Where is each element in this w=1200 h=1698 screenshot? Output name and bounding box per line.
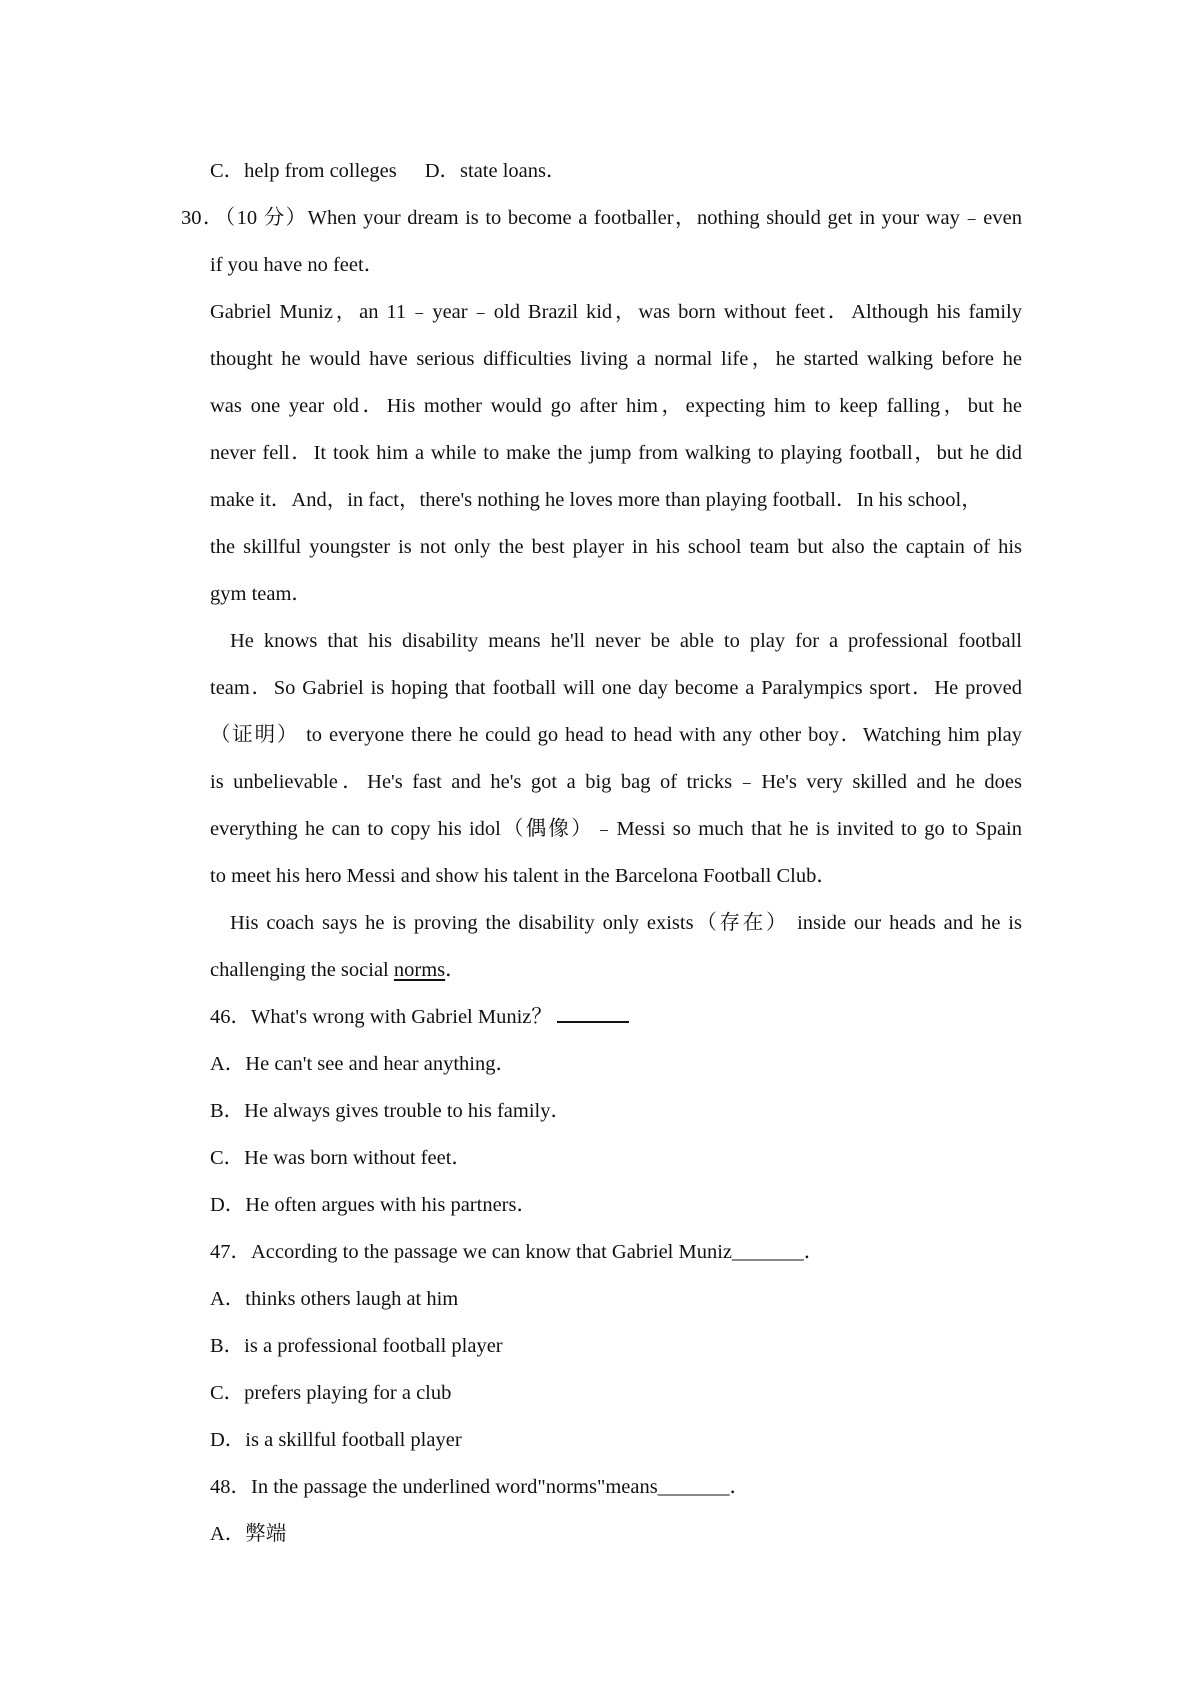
question-30-number: 30．（10 分） (181, 207, 308, 229)
passage-p3-text: challenging the social (210, 959, 394, 981)
answer-blank (557, 1003, 629, 1023)
passage-p1-line-3: was one year old．His mother would go after him，expecting him to keep falling，but he (210, 395, 1022, 417)
question-46-option-c: C．He was born without feet． (210, 1147, 472, 1169)
passage-p1-line-2: thought he would have serious difficulties living a normal life，he started walking before he (210, 348, 1022, 370)
passage-p3-line-2 (210, 956, 466, 984)
question-46-option-a: A．He can't see and hear anything． (210, 1053, 516, 1075)
question-47-option-c: C．prefers playing for a club (210, 1382, 452, 1404)
prev-option-d: D．state loans． (424, 160, 567, 182)
question-47-option-d: D．is a skillful football player (210, 1429, 462, 1451)
question-48-stem: 48．In the passage the underlined word"norms"means_______． (210, 1476, 750, 1498)
question-48-option-a: A．弊端 (210, 1523, 287, 1545)
question-46-option-d: D．He often argues with his partners． (210, 1194, 537, 1216)
passage-p1-line-7: gym team． (210, 583, 312, 605)
question-47-stem: 47．According to the passage we can know that Gabriel Muniz_______． (210, 1241, 825, 1263)
underlined-word-norms: norms (393, 959, 446, 981)
passage-p2-line-1: He knows that his disability means he'll never be able to play for a professional football (230, 630, 1022, 652)
question-46-text: 46．What's wrong with Gabriel Muniz？ (210, 1006, 552, 1028)
passage-p1-line-6: the skillful youngster is not only the best player in his school team but also the captain of his (210, 536, 1022, 558)
passage-p2-line-4: is unbelievable．He's fast and he's got a big bag of tricks﹣He's very skilled and he does (210, 771, 1022, 793)
passage-p1-line-4: never fell．It took him a while to make the jump from walking to playing football，but he did (210, 442, 1022, 464)
passage-p2-line-3: （证明） to everyone there he could go head to head with any other boy．Watching him play (210, 724, 1022, 746)
question-30-intro-line-1 (181, 204, 1022, 232)
question-46-stem (210, 1003, 629, 1031)
passage-p2-line-2: team．So Gabriel is hoping that football will one day become a Paralympics sport．He proved (210, 677, 1022, 699)
question-47-option-b: B．is a professional football player (210, 1335, 503, 1357)
passage-p2-line-5: everything he can to copy his idol（偶像）﹣Messi so much that he is invited to go to Spain (210, 818, 1022, 840)
passage-p1-line-1: Gabriel Muniz，an 11﹣year﹣old Brazil kid，was born without feet．Although his family (210, 301, 1022, 323)
prev-option-c: C．help from colleges (210, 160, 397, 182)
passage-p2-line-6: to meet his hero Messi and show his talent in the Barcelona Football Club． (210, 865, 837, 887)
question-30-intro-line-2: if you have no feet． (210, 254, 385, 276)
question-47-option-a: A．thinks others laugh at him (210, 1288, 459, 1310)
question-30-intro: When your dream is to become a footballer，nothing should get in your way﹣even (307, 207, 1023, 229)
prev-question-options (210, 157, 567, 185)
passage-p3-line-1: His coach says he is proving the disability only exists（存在） inside our heads and he is (230, 912, 1022, 934)
passage-p3-end: ． (445, 959, 466, 981)
passage-p1-line-5: make it．And，in fact，there's nothing he loves more than playing football．In his school， (210, 489, 982, 511)
question-46-option-b: B．He always gives trouble to his family． (210, 1100, 571, 1122)
